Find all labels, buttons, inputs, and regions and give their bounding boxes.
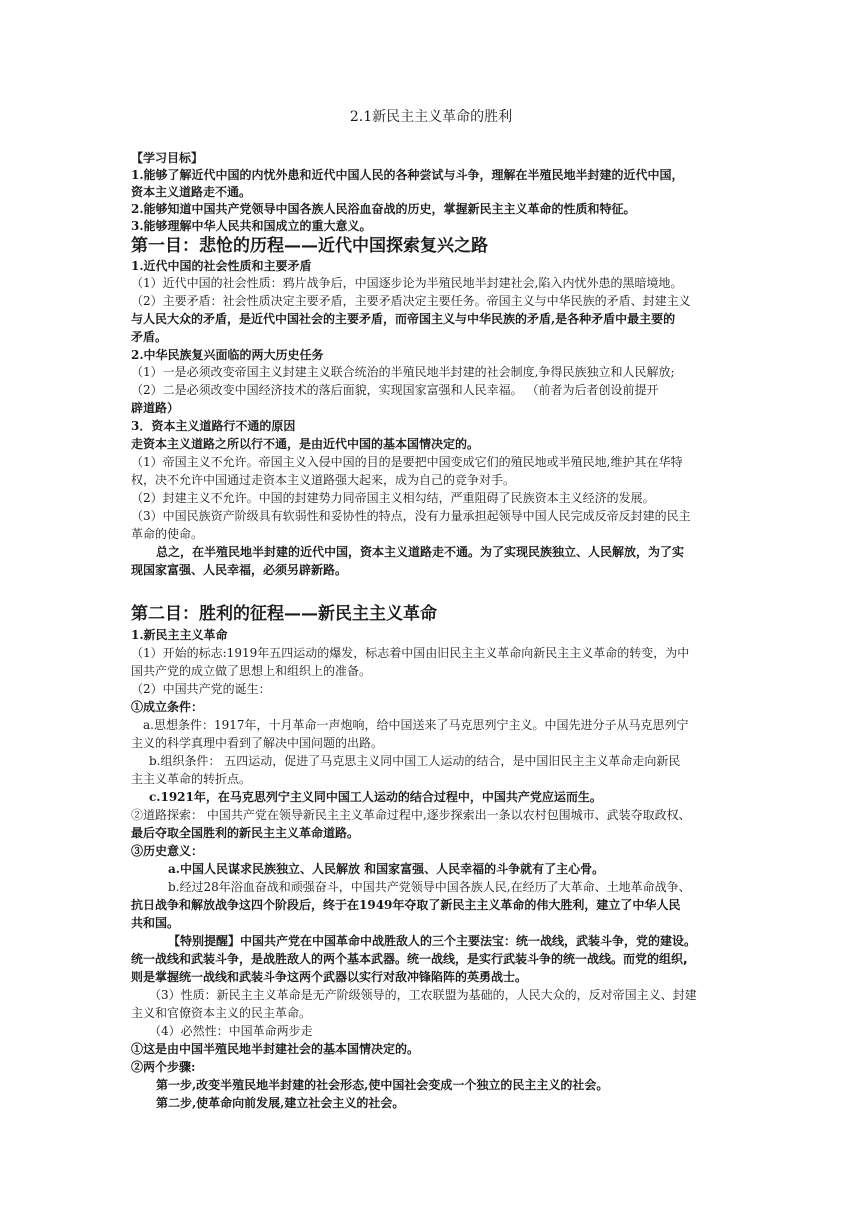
- text-line: ③历史意义：: [131, 844, 204, 858]
- text-line: a.中国人民谋求民族独立、人民解放 和国家富强、人民幸福的斗争就有了主心骨。: [168, 862, 605, 876]
- text-line: 抗日战争和解放战争这四个阶段后，终于在1949年夺取了新民主主义革命的伟大胜利，建立了中华人民: [131, 898, 681, 912]
- text-line: 3．资本主义道路行不通的原因: [131, 419, 296, 433]
- text-line: ②两个步骤:: [131, 1060, 196, 1074]
- text-line: 【特别提醒】中国共产党在中国革命中战胜敌人的三个主要法宝：统一战线，武装斗争，党的建设。: [168, 934, 697, 948]
- text-line: 权，决不允许中国通过走资本主义道路强大起来，成为自己的竞争对手。: [131, 473, 516, 487]
- text-line: 1.近代中国的社会性质和主要矛盾: [131, 259, 312, 273]
- text-line: （3）性质：新民主主义革命是无产阶级领导的，工农联盟为基础的，人民大众的，反对帝国主义、封建: [149, 988, 697, 1002]
- text-line: 第二步,使革命向前发展,建立社会主义的社会。: [156, 1096, 405, 1110]
- text-line: （2）二是必须改变中国经济技术的落后面貌，实现国家富强和人民幸福。 （前者为后者创设前提开: [131, 383, 659, 397]
- text-line: （2）中国共产党的诞生：: [131, 682, 271, 696]
- text-line: 2.中华民族复兴面临的两大历史任务: [131, 348, 324, 362]
- text-line: 辟道路）: [131, 401, 180, 415]
- section-heading: 第二目：胜利的征程——新民主主义革命: [131, 604, 437, 624]
- text-line: （2）封建主义不允许。中国的封建势力同帝国主义相勾结，严重阻碍了民族资本主义经济的发展。: [131, 491, 655, 505]
- text-line: （1）近代中国的社会性质：鸦片战争后，中国逐步论为半殖民地半封建社会,陷入内忧外患的黑暗境地。: [131, 276, 683, 290]
- text-line: 则是掌握统一战线和武装斗争这两个武器以实行对敌冲锋陷阵的英勇战士。: [131, 970, 528, 984]
- text-line: 统一战线和武装斗争，是战胜敌人的两个基本武器。统一战线，是实行武装斗争的统一战线。而党的组织,: [131, 952, 688, 966]
- text-line: b.组织条件： 五四运动，促进了马克思主义同中国工人运动的结合，是中国旧民主主义革命走向新民: [149, 754, 681, 768]
- text-line: 走资本主义道路之所以行不通，是由近代中国的基本国情决定的。: [131, 437, 480, 451]
- text-line: 3.能够理解中华人民共和国成立的重大意义。: [131, 219, 372, 233]
- text-line: ①这是由中国半殖民地半封建社会的基本国情决定的。: [131, 1042, 420, 1056]
- text-line: 革命的使命。: [131, 527, 204, 541]
- text-line: 第一步,改变半殖民地半封建的社会形态,使中国社会变成一个独立的民主主义的社会。: [156, 1078, 609, 1092]
- text-line: 现国家富强、人民幸福，必须另辟新路。: [131, 563, 348, 577]
- section-heading: 第一目：悲怆的历程——近代中国探索复兴之路: [131, 236, 488, 256]
- text-line: 共和国。: [131, 916, 180, 930]
- text-line: （4）必然性：中国革命两步走: [149, 1024, 313, 1038]
- text-line: 资本主义道路走不通。: [131, 185, 252, 199]
- text-line: （2）主要矛盾：社会性质决定主要矛盾，主要矛盾决定主要任务。帝国主义与中华民族的矛盾、封建主义: [131, 294, 691, 308]
- text-line: c.1921年，在马克思列宁主义同中国工人运动的结合过程中，中国共产党应运而生。: [149, 790, 602, 804]
- text-line: ①成立条件：: [131, 700, 204, 714]
- text-line: 【学习目标】: [131, 151, 204, 165]
- text-line: 总之，在半殖民地半封建的近代中国，资本主义道路走不通。为了实现民族独立、人民解放，为了实: [156, 545, 685, 559]
- text-line: 2.能够知道中国共产党领导中国各族人民浴血奋战的历史，掌握新民主主义革命的性质和特征。: [131, 202, 636, 216]
- text-line: 1.能够了解近代中国的内忧外患和近代中国人民的各种尝试与斗争，理解在半殖民地半封建的近代中国，: [131, 168, 684, 182]
- page-title: 2.1新民主主义革命的胜利: [349, 109, 513, 125]
- text-line: （3）中国民族资产阶级具有软弱性和妥协性的特点，没有力量承担起领导中国人民完成反帝反封建的民主: [131, 509, 691, 523]
- text-line: 主义和官僚资本主义的民主革命。: [131, 1006, 312, 1020]
- text-line: b.经过28年浴血奋战和顽强奋斗，中国共产党领导中国各族人民,在经历了大革命、土地革命战争、: [168, 880, 691, 894]
- text-line: 矛盾。: [131, 330, 168, 344]
- text-line: a.思想条件：1917年，十月革命一声炮响，给中国送来了马克思列宁主义。中国先进分子从马克思列宁: [143, 718, 689, 732]
- text-line: 1.新民主主义革命: [131, 628, 228, 642]
- text-line: 国共产党的成立做了思想上和组织上的准备。: [131, 664, 372, 678]
- text-line: 与人民大众的矛盾，是近代中国社会的主要矛盾，而帝国主义与中华民族的矛盾,是各种矛盾中最主要的: [131, 312, 676, 326]
- text-line: （1）开始的标志:1919年五四运动的爆发，标志着中国由旧民主主义革命向新民主主义革命的转变，为中: [131, 646, 690, 660]
- text-line: 主义的科学真理中看到了解决中国问题的出路。: [131, 736, 384, 750]
- text-line: ②道路探索： 中国共产党在领导新民主主义革命过程中,逐步探索出一条以农村包围城市、武装夺取政权、: [131, 808, 691, 822]
- text-line: （1）帝国主义不允许。帝国主义入侵中国的目的是要把中国变成它们的殖民地或半殖民地,维护其在华特: [131, 455, 683, 469]
- text-line: 最后夺取全国胜利的新民主主义革命道路。: [131, 826, 360, 840]
- text-line: 主主义革命的转折点。: [131, 772, 252, 786]
- text-line: （1）一是必须改变帝国主义封建主义联合统治的半殖民地半封建的社会制度,争得民族独立和人民解放;: [131, 365, 675, 379]
